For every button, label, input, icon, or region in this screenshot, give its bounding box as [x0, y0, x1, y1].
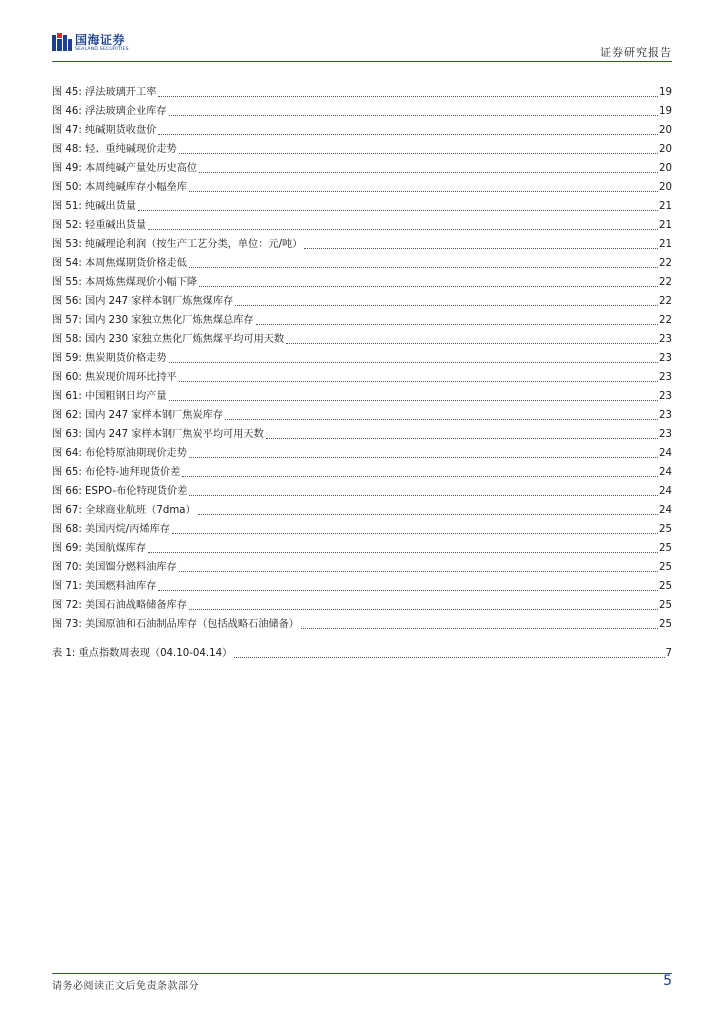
disclaimer-note: 请务必阅读正文后免责条款部分 — [52, 981, 199, 992]
toc-entry-page: 21 — [659, 220, 672, 231]
list-spacer — [52, 632, 672, 642]
dot-leader — [189, 266, 658, 268]
dot-leader — [179, 152, 658, 154]
toc-figure-entry[interactable] — [52, 138, 672, 157]
toc-entry-label: 表 1: 重点指数周表现（04.10-04.14） — [52, 648, 233, 659]
table-list — [52, 642, 672, 661]
toc-entry-page: 23 — [659, 372, 672, 383]
toc-figure-entry[interactable] — [52, 347, 672, 366]
sealand-logo-icon — [52, 33, 72, 53]
toc-entry-label: 图 57: 国内 230 家独立焦化厂炼焦煤总库存 — [52, 315, 254, 326]
page-header — [0, 0, 724, 64]
toc-figure-entry[interactable] — [52, 157, 672, 176]
toc-figure-entry[interactable] — [52, 594, 672, 613]
toc-entry-page: 24 — [659, 486, 672, 497]
toc-entry-page: 23 — [659, 391, 672, 402]
dot-leader — [301, 627, 658, 629]
toc-entry-page: 22 — [659, 315, 672, 326]
toc-figure-entry[interactable] — [52, 575, 672, 594]
toc-figure-entry[interactable] — [52, 309, 672, 328]
page-number: 5 — [663, 973, 672, 989]
toc-entry-label: 图 49: 本周纯碱产量处历史高位 — [52, 163, 198, 174]
toc-entry-label: 图 55: 本周炼焦煤现价小幅下降 — [52, 277, 198, 288]
dot-leader — [304, 247, 658, 249]
toc-entry-page: 21 — [659, 239, 672, 250]
toc-entry-label: 图 66: ESPO-布伦特现货价差 — [52, 486, 188, 497]
figure-list — [52, 81, 672, 632]
toc-entry-label: 图 63: 国内 247 家样本钢厂焦炭平均可用天数 — [52, 429, 264, 440]
dot-leader — [266, 437, 658, 439]
dot-leader — [182, 475, 658, 477]
dot-leader — [225, 418, 658, 420]
toc-entry-label: 图 59: 焦炭期货价格走势 — [52, 353, 167, 364]
footer-divider — [52, 973, 672, 974]
toc-figure-entry[interactable] — [52, 214, 672, 233]
toc-entry-page: 20 — [659, 182, 672, 193]
dot-leader — [172, 532, 658, 534]
toc-entry-label: 图 72: 美国石油战略储备库存 — [52, 600, 187, 611]
toc-figure-entry[interactable] — [52, 480, 672, 499]
dot-leader — [199, 285, 658, 287]
toc-entry-page: 19 — [659, 87, 672, 98]
toc-entry-label: 图 53: 纯碱理论利润（按生产工艺分类，单位：元/吨） — [52, 239, 303, 250]
dot-leader — [235, 304, 658, 306]
toc-entry-page: 20 — [659, 125, 672, 136]
dot-leader — [189, 190, 658, 192]
toc-figure-entry[interactable] — [52, 499, 672, 518]
report-type-label: 证券研究报告 — [600, 46, 672, 59]
dot-leader — [189, 456, 658, 458]
toc-figure-entry[interactable] — [52, 290, 672, 309]
toc-entry-page: 22 — [659, 258, 672, 269]
toc-entry-label: 图 58: 国内 230 家独立焦化厂炼焦煤平均可用天数 — [52, 334, 285, 345]
toc-table-entry[interactable] — [52, 642, 672, 661]
toc-entry-label: 图 47: 纯碱期货收盘价 — [52, 125, 157, 136]
toc-figure-entry[interactable] — [52, 461, 672, 480]
toc-entry-page: 20 — [659, 144, 672, 155]
toc-entry-page: 22 — [659, 296, 672, 307]
dot-leader — [158, 133, 658, 135]
toc-entry-label: 图 68: 美国丙烷/丙烯库存 — [52, 524, 170, 535]
dot-leader — [158, 589, 658, 591]
toc-entry-page: 25 — [659, 543, 672, 554]
toc-figure-entry[interactable] — [52, 404, 672, 423]
toc-entry-label: 图 54: 本周焦煤期货价格走低 — [52, 258, 187, 269]
logo-english-name: SEALAND SECURITIES — [75, 46, 129, 52]
toc-entry-label: 图 71: 美国燃料油库存 — [52, 581, 157, 592]
dot-leader — [169, 361, 658, 363]
toc-entry-label: 图 73: 美国原油和石油制品库存（包括战略石油储备） — [52, 619, 299, 630]
toc-figure-entry[interactable] — [52, 537, 672, 556]
dot-leader — [198, 513, 658, 515]
company-logo — [52, 33, 129, 53]
toc-figure-entry[interactable] — [52, 233, 672, 252]
toc-entry-page: 24 — [659, 448, 672, 459]
toc-figure-entry[interactable] — [52, 119, 672, 138]
toc-figure-entry[interactable] — [52, 613, 672, 632]
dot-leader — [286, 342, 658, 344]
toc-entry-label: 图 60: 焦炭现价周环比持平 — [52, 372, 177, 383]
dot-leader — [179, 380, 658, 382]
toc-figure-entry[interactable] — [52, 556, 672, 575]
toc-entry-page: 24 — [659, 505, 672, 516]
dot-leader — [189, 494, 658, 496]
header-divider — [52, 61, 672, 62]
toc-entry-label: 图 56: 国内 247 家样本钢厂炼焦煤库存 — [52, 296, 234, 307]
toc-figure-entry[interactable] — [52, 252, 672, 271]
toc-figure-entry[interactable] — [52, 518, 672, 537]
dot-leader — [234, 656, 664, 658]
toc-entry-page: 25 — [659, 600, 672, 611]
toc-entry-label: 图 52: 轻重碱出货量 — [52, 220, 147, 231]
toc-figure-entry[interactable] — [52, 176, 672, 195]
toc-figure-entry[interactable] — [52, 271, 672, 290]
toc-entry-page: 23 — [659, 410, 672, 421]
toc-figure-entry[interactable] — [52, 195, 672, 214]
dot-leader — [169, 114, 658, 116]
toc-entry-label: 图 62: 国内 247 家样本钢厂焦炭库存 — [52, 410, 224, 421]
toc-entry-page: 7 — [665, 648, 672, 659]
toc-entry-page: 23 — [659, 353, 672, 364]
toc-entry-label: 图 48: 轻、重纯碱现价走势 — [52, 144, 177, 155]
toc-entry-label: 图 50: 本周纯碱库存小幅垒库 — [52, 182, 187, 193]
dot-leader — [148, 551, 658, 553]
dot-leader — [169, 399, 658, 401]
toc-entry-page: 20 — [659, 163, 672, 174]
toc-entry-page: 25 — [659, 562, 672, 573]
toc-entry-page: 25 — [659, 524, 672, 535]
dot-leader — [179, 570, 658, 572]
toc-entry-page: 24 — [659, 467, 672, 478]
toc-entry-label: 图 64: 布伦特原油期现价走势 — [52, 448, 187, 459]
toc-entry-label: 图 51: 纯碱出货量 — [52, 201, 136, 212]
dot-leader — [256, 323, 658, 325]
toc-entry-label: 图 69: 美国航煤库存 — [52, 543, 147, 554]
toc-figure-entry[interactable] — [52, 366, 672, 385]
toc-entry-page: 25 — [659, 619, 672, 630]
toc-figure-entry[interactable] — [52, 81, 672, 100]
dot-leader — [189, 608, 658, 610]
toc-entry-page: 23 — [659, 334, 672, 345]
toc-entry-label: 图 61: 中国粗钢日均产量 — [52, 391, 167, 402]
table-of-contents — [52, 81, 672, 661]
toc-entry-label: 图 70: 美国馏分燃料油库存 — [52, 562, 177, 573]
toc-figure-entry[interactable] — [52, 442, 672, 461]
toc-entry-page: 23 — [659, 429, 672, 440]
toc-entry-label: 图 45: 浮法玻璃开工率 — [52, 87, 157, 98]
toc-figure-entry[interactable] — [52, 385, 672, 404]
toc-entry-label: 图 65: 布伦特-迪拜现货价差 — [52, 467, 181, 478]
logo-chinese-name: 国海证券 — [75, 32, 126, 47]
toc-figure-entry[interactable] — [52, 100, 672, 119]
toc-entry-page: 25 — [659, 581, 672, 592]
toc-entry-label: 图 67: 全球商业航班（7dma） — [52, 505, 196, 516]
toc-entry-page: 19 — [659, 106, 672, 117]
toc-entry-page: 22 — [659, 277, 672, 288]
toc-figure-entry[interactable] — [52, 423, 672, 442]
dot-leader — [158, 95, 658, 97]
toc-entry-label: 图 46: 浮法玻璃企业库存 — [52, 106, 167, 117]
toc-entry-page: 21 — [659, 201, 672, 212]
dot-leader — [138, 209, 658, 211]
dot-leader — [199, 171, 658, 173]
toc-figure-entry[interactable] — [52, 328, 672, 347]
dot-leader — [148, 228, 658, 230]
